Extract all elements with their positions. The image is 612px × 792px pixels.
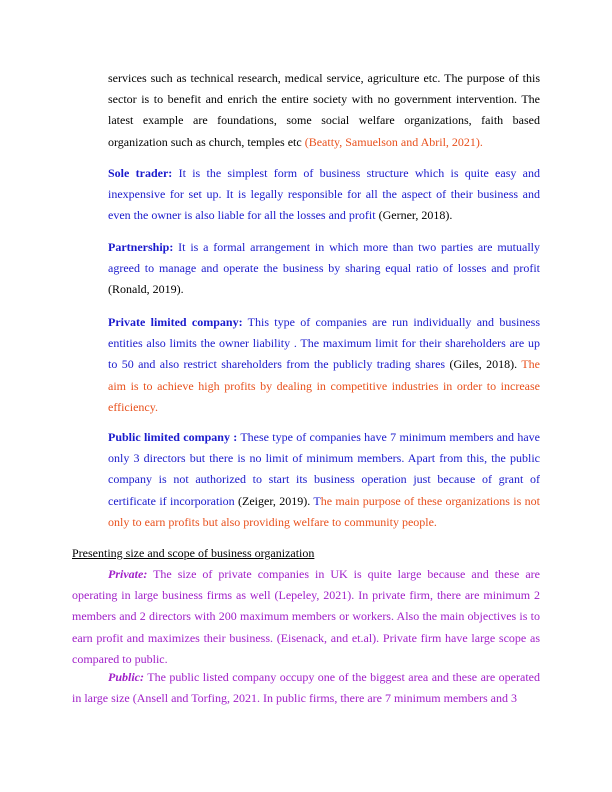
- private-text: The size of private companies in UK is quite large because and these are operating in large business firms as well (Lepeley, 2021). In private firm, there are minimum 2 members and 2 directors with 200 maximum members or workers. Also the main objectives is to earn profit and maximizes their business. (Eisenack, and et.al). Private firm have large scope as compared to public.: [72, 567, 540, 666]
- partnership-citation: (Ronald, 2019).: [108, 282, 184, 297]
- public-text: The public listed company occupy one of the biggest area and these are operated in large size (Ansell and Torfing, 2021. In public firms, there are 7 minimum members and 3: [72, 670, 540, 706]
- partnership-label: Partnership:: [108, 240, 174, 254]
- public-limited-paragraph: [108, 427, 540, 533]
- intro-paragraph: [108, 68, 540, 153]
- public-limited-citation: (Zeiger, 2019).: [238, 493, 311, 508]
- public-limited-extra: he main purpose of these organizations is not only to earn profits but also providing welfare to community people.: [108, 493, 541, 529]
- sole-trader-text: It is the simplest form of business structure which is quite easy and inexpensive for set up. It is legally responsible for all the aspect of their business and even the owner is also liable for all the losses and profit: [108, 166, 540, 223]
- sole-trader-paragraph: [108, 163, 540, 227]
- private-limited-extra: The aim is to achieve high profits by dealing in competitive industries in order to increase efficiency.: [108, 357, 540, 414]
- section-heading-text: Presenting size and scope of business organization: [72, 546, 315, 560]
- private-limited-text: This type of companies are run individually and business entities also limits the owner liability . The maximum limit for their shareholders are up to 50 and also restrict shareholders from the publicly trading shares: [108, 315, 540, 372]
- public-label: Public:: [108, 670, 144, 684]
- private-limited-paragraph: [108, 312, 540, 418]
- private-limited-citation: (Giles, 2018).: [449, 357, 518, 372]
- sole-trader-label: Sole trader:: [108, 166, 173, 180]
- public-limited-label: Public limited company :: [108, 430, 238, 444]
- public-limited-extra-t: T: [310, 493, 321, 508]
- private-size-paragraph: [72, 564, 540, 670]
- section-heading: [72, 543, 540, 564]
- intro-citation: (Beatty, Samuelson and Abril, 2021).: [304, 134, 483, 149]
- intro-text: services such as technical research, medical service, agriculture etc. The purpose of this sector is to benefit and enrich the entire society with no government intervention. The latest example are foundations, some social welfare organizations, faith based organization such as church, temples etc: [108, 71, 540, 149]
- private-label: Private:: [108, 567, 148, 581]
- partnership-paragraph: [108, 237, 540, 301]
- private-limited-label: Private limited company:: [108, 315, 243, 329]
- sole-trader-citation: (Gerner, 2018).: [378, 208, 453, 223]
- public-size-paragraph: [72, 667, 540, 709]
- partnership-text: It is a formal arrangement in which more than two parties are mutually agreed to manage and operate the business by sharing equal ratio of losses and profit: [108, 240, 540, 276]
- public-limited-text: These type of companies have 7 minimum members and have only 3 directors but there is no limit of minimum members. Apart from this, the public company is not authorized to start its business operation just because of grant of certificate if incorporation: [108, 430, 540, 508]
